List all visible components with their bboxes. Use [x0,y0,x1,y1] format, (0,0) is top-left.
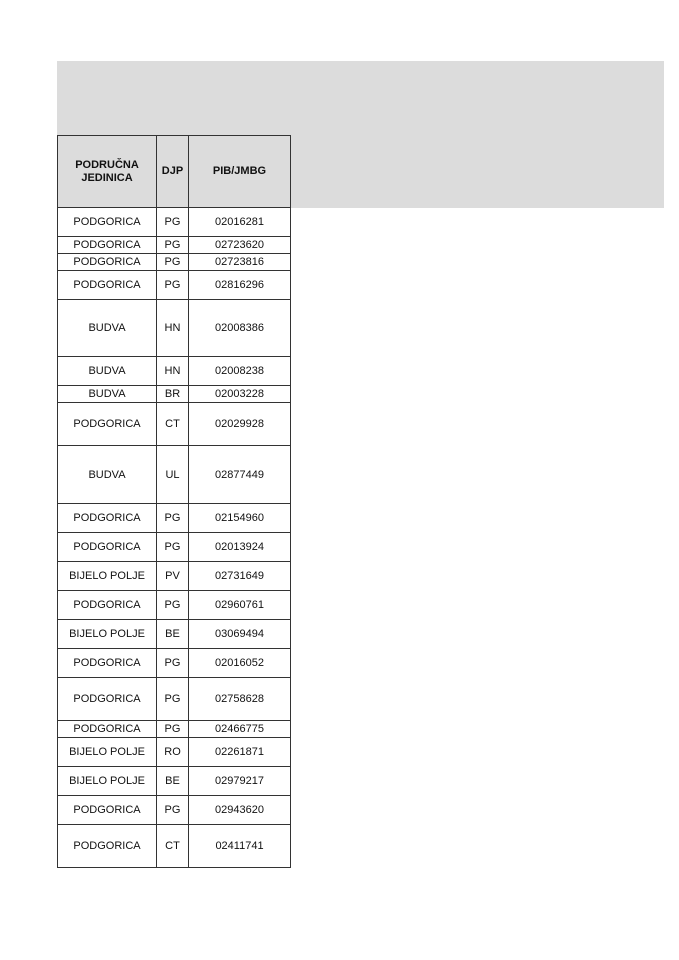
cell-pib: 02029928 [189,403,291,446]
table-row [58,591,291,620]
cell-regional-unit: BIJELO POLJE [58,738,157,767]
cell-djp: PG [157,796,189,825]
cell-djp: PG [157,721,189,738]
cell-djp: BE [157,767,189,796]
table-row [58,271,291,300]
cell-pib: 02154960 [189,504,291,533]
cell-pib: 02016052 [189,649,291,678]
cell-regional-unit: PODGORICA [58,271,157,300]
cell-regional-unit: PODGORICA [58,678,157,721]
cell-djp: PG [157,237,189,254]
table-row [58,386,291,403]
cell-pib: 02008386 [189,300,291,357]
header-pib-jmbg: PIB/JMBG [189,136,291,208]
table-row [58,721,291,738]
cell-regional-unit: PODGORICA [58,208,157,237]
taxpayer-table [57,135,291,868]
cell-djp: BR [157,386,189,403]
table-row [58,300,291,357]
cell-djp: PG [157,504,189,533]
cell-pib: 02411741 [189,825,291,868]
cell-regional-unit: PODGORICA [58,649,157,678]
cell-regional-unit: BUDVA [58,300,157,357]
table-row [58,504,291,533]
cell-regional-unit: BIJELO POLJE [58,767,157,796]
cell-pib: 02013924 [189,533,291,562]
table-row [58,446,291,504]
cell-regional-unit: PODGORICA [58,721,157,738]
cell-pib: 02758628 [189,678,291,721]
table-row [58,767,291,796]
cell-djp: CT [157,403,189,446]
table-row [58,738,291,767]
cell-djp: PG [157,254,189,271]
cell-djp: PG [157,591,189,620]
cell-regional-unit: PODGORICA [58,504,157,533]
cell-pib: 02731649 [189,562,291,591]
cell-regional-unit: BUDVA [58,357,157,386]
cell-djp: PG [157,208,189,237]
cell-regional-unit: PODGORICA [58,254,157,271]
cell-pib: 02466775 [189,721,291,738]
cell-djp: HN [157,357,189,386]
table-row [58,678,291,721]
cell-djp: RO [157,738,189,767]
table-row [58,796,291,825]
cell-pib: 02979217 [189,767,291,796]
cell-regional-unit: BUDVA [58,386,157,403]
cell-regional-unit: BIJELO POLJE [58,562,157,591]
table-row [58,649,291,678]
cell-pib: 03069494 [189,620,291,649]
table-row [58,403,291,446]
cell-pib: 02723816 [189,254,291,271]
cell-regional-unit: PODGORICA [58,796,157,825]
header-regional-unit: PODRUČNA JEDINICA [58,136,157,208]
cell-regional-unit: PODGORICA [58,591,157,620]
cell-djp: PG [157,649,189,678]
cell-pib: 02816296 [189,271,291,300]
cell-regional-unit: PODGORICA [58,403,157,446]
table-row [58,237,291,254]
cell-djp: PG [157,533,189,562]
header-djp: DJP [157,136,189,208]
cell-regional-unit: PODGORICA [58,825,157,868]
cell-regional-unit: BIJELO POLJE [58,620,157,649]
table-row [58,562,291,591]
table-row [58,825,291,868]
table-row [58,620,291,649]
cell-djp: PG [157,678,189,721]
table-row [58,357,291,386]
table-row [58,208,291,237]
cell-pib: 02723620 [189,237,291,254]
cell-djp: PV [157,562,189,591]
cell-djp: UL [157,446,189,504]
cell-pib: 02877449 [189,446,291,504]
cell-pib: 02003228 [189,386,291,403]
cell-pib: 02943620 [189,796,291,825]
table-row [58,533,291,562]
cell-regional-unit: BUDVA [58,446,157,504]
table-header-row [58,136,291,208]
cell-regional-unit: PODGORICA [58,533,157,562]
table-row [58,254,291,271]
cell-djp: BE [157,620,189,649]
cell-djp: PG [157,271,189,300]
cell-pib: 02008238 [189,357,291,386]
cell-pib: 02016281 [189,208,291,237]
cell-regional-unit: PODGORICA [58,237,157,254]
cell-djp: CT [157,825,189,868]
cell-pib: 02261871 [189,738,291,767]
cell-djp: HN [157,300,189,357]
cell-pib: 02960761 [189,591,291,620]
